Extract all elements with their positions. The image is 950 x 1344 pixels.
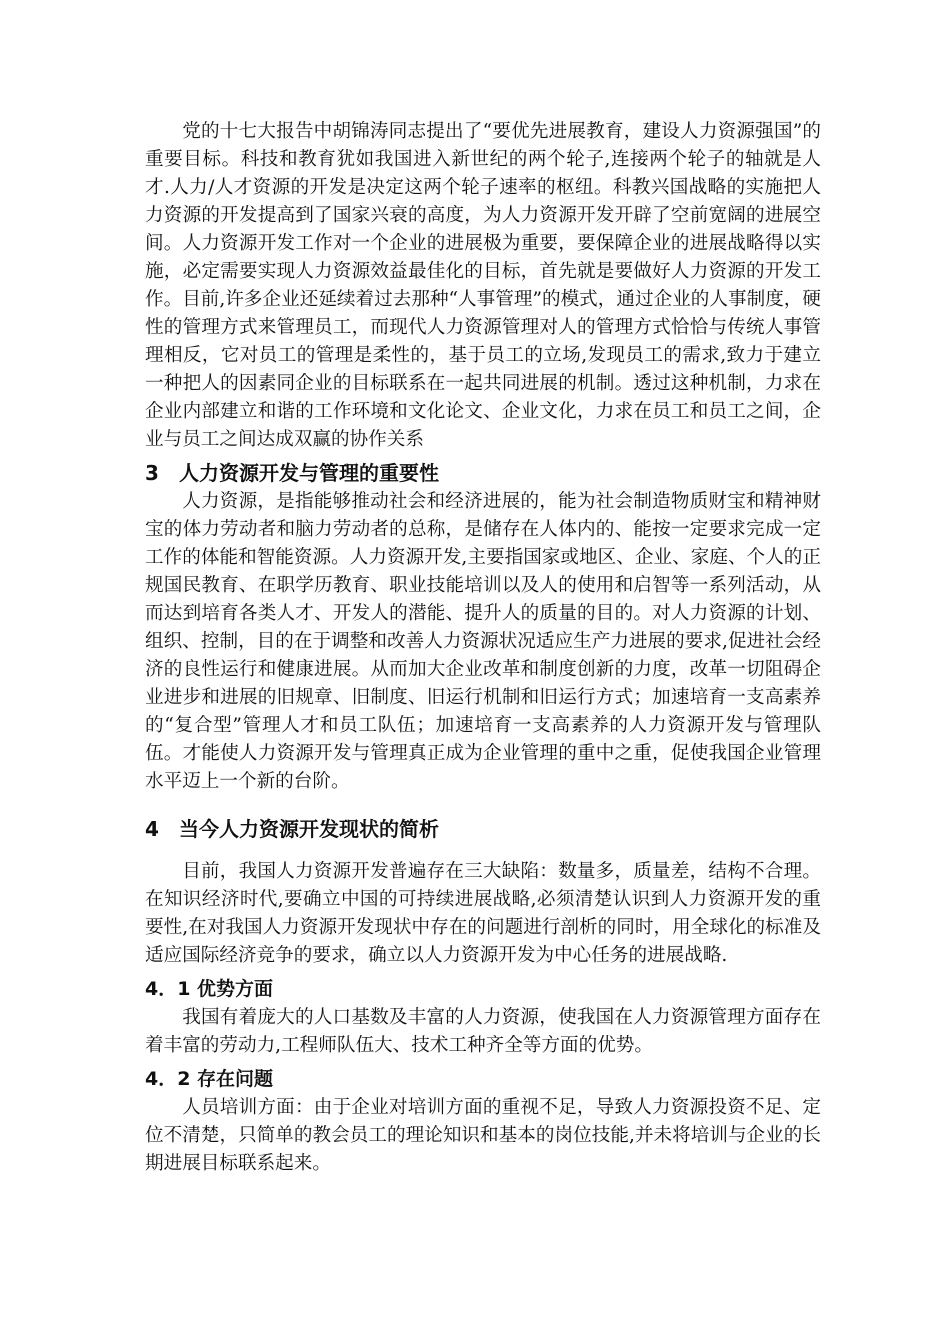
- paragraph-advantages: 我国有着庞大的人口基数及丰富的人力资源，使我国在人力资源管理方面存在着丰富的劳动力,工程师队伍大、技术工种齐全等方面的优势。: [145, 1007, 821, 1056]
- section-4-heading: [145, 814, 821, 844]
- paragraph-status: 目前，我国人力资源开发普遍存在三大缺陷：数量多，质量差，结构不合理。在知识经济时代,要确立中国的可持续进展战略,必须清楚认识到人力资源开发的重要性,在对我国人力资源开发现状中存在的问题进行剖析的同时，用全球化的标准及适应国际经济竞争的要求，确立以人力资源开发为中心任务的进展战略.: [145, 861, 821, 966]
- section-4-number: 4: [145, 817, 159, 841]
- document-page: [145, 118, 821, 1178]
- subsection-4-1-heading: 4．1 优势方面: [145, 978, 274, 1000]
- paragraph-intro: 党的十七大报告中胡锦涛同志提出了“要优先进展教育，建设人力资源强国”的重要目标。科技和教育犹如我国进入新世纪的两个轮子,连接两个轮子的轴就是人才.人力/人才资源的开发是决定这两个轮子速率的枢纽。科教兴国战略的实施把人力资源的开发提高到了国家兴衰的高度，为人力资源开发开辟了空前宽阔的进展空间。人力资源开发工作对一个企业的进展极为重要，要保障企业的进展战略得以实施，必定需要实现人力资源效益最佳化的目标，首先就是要做好人力资源的开发工作。目前,许多企业还延续着过去那种“人事管理”的模式，通过企业的人事制度，硬性的管理方式来管理员工，而现代人力资源管理对人的管理方式恰恰与传统人事管理相反，它对员工的管理是柔性的，基于员工的立场,发现员工的需求,致力于建立一种把人的因素同企业的目标联系在一起共同进展的机制。透过这种机制，力求在企业内部建立和谐的工作环境和文化论文、企业文化，力求在员工和员工之间，企业与员工之间达成双赢的协作关系: [145, 121, 821, 450]
- subsection-4-2-heading: 4．2 存在问题: [145, 1068, 274, 1090]
- section-4-title: 当今人力资源开发现状的简析: [179, 817, 439, 841]
- section-3-title: 人力资源开发与管理的重要性: [179, 461, 439, 485]
- paragraph-problems: 人员培训方面：由于企业对培训方面的重视不足，导致人力资源投资不足、定位不清楚，只简单的教会员工的理论知识和基本的岗位技能,并未将培训与企业的长期进展目标联系起来。: [145, 1097, 821, 1174]
- paragraph-importance: 人力资源，是指能够推动社会和经济进展的，能为社会制造物质财宝和精神财宝的体力劳动者和脑力劳动者的总称，是储存在人体内的、能按一定要求完成一定工作的体能和智能资源。人力资源开发,主要指国家或地区、企业、家庭、个人的正规国民教育、在职学历教育、职业技能培训以及人的使用和启智等一系列活动，从而达到培育各类人才、开发人的潜能、提升人的质量的目的。对人力资源的计划、组织、控制，目的在于调整和改善人力资源状况适应生产力进展的要求,促进社会经济的良性运行和健康进展。从而加大企业改革和制度创新的力度，改革一切阻碍企业进步和进展的旧规章、旧制度、旧运行机制和旧运行方式；加速培育一支高素养的“复合型”管理人才和员工队伍；加速培育一支高素养的人力资源开发与管理队伍。才能使人力资源开发与管理真正成为企业管理的重中之重，促使我国企业管理水平迈上一个新的台阶。: [145, 491, 821, 792]
- section-3-number: 3: [145, 461, 159, 485]
- section-3-heading: [145, 458, 821, 488]
